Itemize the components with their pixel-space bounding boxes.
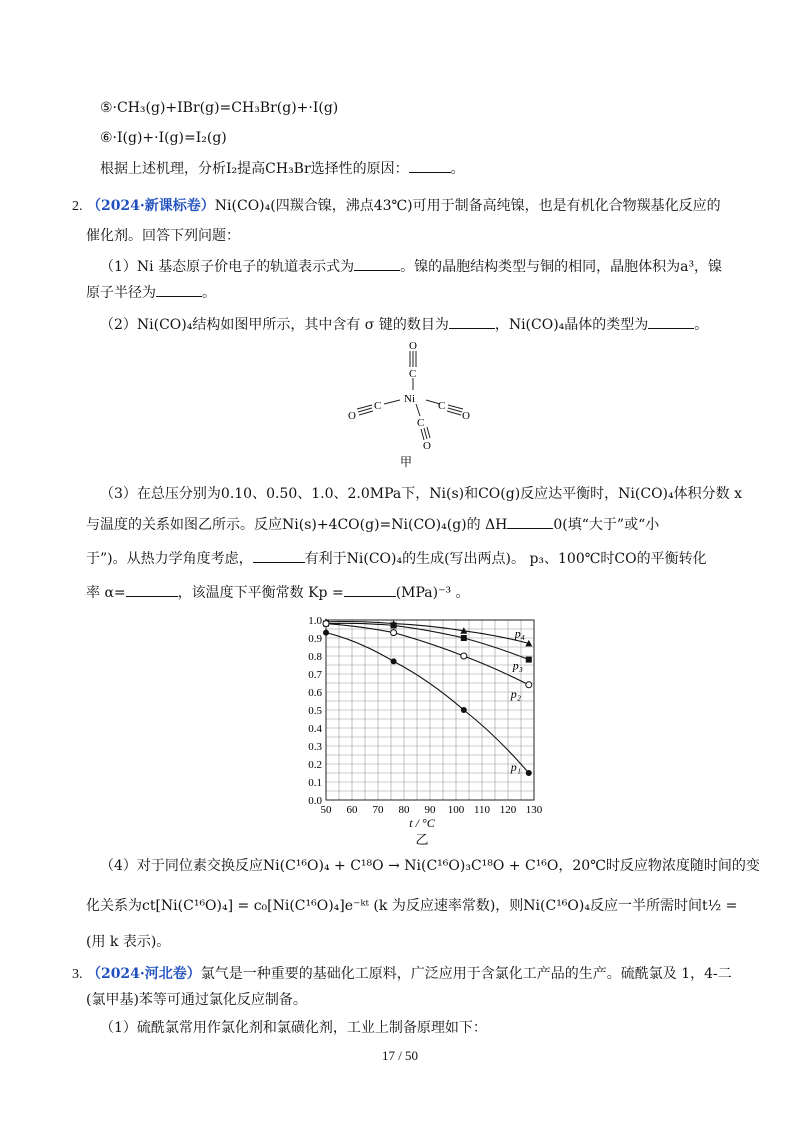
y-tick-label: 0.5 — [308, 705, 322, 717]
answer-blank[interactable] — [126, 582, 178, 597]
q2-part4-line3 — [86, 932, 170, 952]
point-p3 — [391, 622, 397, 628]
p3-text-d: 于”)。从热力学角度考虑， — [86, 551, 253, 567]
page-number: 17 / 50 — [381, 1048, 419, 1063]
source-tag: （2024·河北卷） — [86, 966, 201, 982]
x-tick-label: 120 — [499, 804, 517, 816]
point-p2 — [391, 630, 397, 636]
q2-intro-line2: 催化剂。回答下列问题： — [86, 228, 240, 244]
answer-blank[interactable] — [253, 548, 305, 563]
series-line-p4 — [326, 621, 529, 643]
q1-tail: 。 — [450, 161, 465, 177]
point-p2 — [526, 682, 532, 688]
x-tick-label: 60 — [346, 804, 358, 816]
q2-part3-line1: （3）在总压分别为0.10、0.50、1.0、2.0MPa下，Ni(s)和CO(g)反应达平衡时，Ni(CO)₄体积分数 x — [100, 486, 742, 502]
series-label-p2: p₂ — [510, 686, 521, 701]
atom-o-right: O — [462, 410, 470, 422]
q2-part4-line1: （4）对于同位素交换反应Ni(C¹⁶O)₄ + C¹⁸O → Ni(C¹⁶O)₃C¹⁸O + C¹⁶O，20℃时反应物浓度随时间的变 — [100, 858, 760, 874]
answer-blank[interactable] — [354, 256, 400, 271]
q3-intro-line2: (氯甲基)苯等可通过氯化反应制备。 — [86, 992, 307, 1008]
x-tick-label: 110 — [473, 804, 491, 816]
point-p1 — [323, 630, 329, 636]
y-tick-label: 0.2 — [308, 759, 322, 771]
answer-blank[interactable] — [344, 582, 396, 597]
chart-caption: 乙 — [415, 832, 429, 847]
answer-blank[interactable] — [449, 314, 495, 329]
q3-part1: （1）硫酰氯常用作氯化剂和氯磺化剂，工业上制备原理如下： — [100, 1020, 487, 1036]
p3-text-h: (MPa)⁻³ 。 — [395, 585, 470, 601]
p3-text-f: 率 α= — [86, 585, 126, 601]
y-tick-label: 0.9 — [308, 633, 322, 645]
y-tick-label: 0.4 — [308, 723, 322, 735]
point-p3 — [526, 657, 532, 663]
question-number: 3. — [72, 967, 83, 982]
p4-text-c: (用 k 表示)。 — [86, 934, 171, 950]
q2-part1-line2 — [86, 282, 216, 303]
series-line-p2 — [326, 624, 529, 685]
y-tick-label: 0.6 — [308, 687, 322, 699]
p2-text-c: 。 — [694, 317, 709, 333]
point-p1 — [461, 707, 467, 713]
atom-o-bottom: O — [423, 440, 431, 452]
x-tick-label: 80 — [398, 804, 410, 816]
x-tick-label: 70 — [372, 804, 384, 816]
q1-text: 根据上述机理，分析I₂提高CH₃Br选择性的原因： — [100, 161, 409, 177]
atom-c-bottom: C — [417, 417, 425, 429]
atom-ni: Ni — [404, 393, 415, 405]
y-tick-label: 0.3 — [308, 741, 322, 753]
point-p1 — [391, 658, 397, 664]
y-tick-label: 0.7 — [308, 669, 322, 681]
question-2-intro — [72, 196, 721, 217]
series-line-p1 — [326, 633, 529, 773]
y-tick-label: 1.0 — [308, 615, 322, 627]
x-axis-label: t / °C — [409, 816, 435, 830]
series-label-p4: p₄ — [514, 626, 525, 641]
p2-text-a: （2）Ni(CO)₄结构如图甲所示，其中含有 σ 键的数目为 — [100, 317, 449, 333]
point-p1 — [526, 770, 532, 776]
question-number: 2. — [72, 199, 83, 214]
atom-c-left: C — [374, 400, 382, 412]
p1-text-c: 原子半径为 — [86, 285, 156, 301]
q2-intro-text: Ni(CO)₄(四羰合镍，沸点43℃)可用于制备高纯镍，也是有机化合物羰基化反应的 — [214, 198, 721, 214]
source-tag: （2024·新课标卷） — [86, 198, 215, 214]
p1-text-d: 。 — [202, 285, 216, 301]
q3-intro-text: 氯气是一种重要的基础化工原料，广泛应用于含氯化工产品的生产。硫酰氯及 1，4-二 — [200, 966, 732, 982]
x-tick-label: 50 — [320, 804, 332, 816]
p1-text-b: 。镍的晶胞结构类型与铜的相同，晶胞体积为a³，镍 — [400, 259, 723, 275]
chart-equilibrium-fraction — [290, 610, 543, 847]
series-label-p3: p₃ — [512, 658, 523, 673]
x-tick-label: 90 — [424, 804, 436, 816]
point-p2 — [323, 621, 329, 627]
y-tick-label: 0.0 — [308, 795, 322, 807]
q2-part3-line3 — [86, 548, 707, 569]
answer-blank[interactable] — [156, 282, 202, 297]
point-p3 — [461, 635, 467, 641]
y-tick-label: 0.1 — [308, 777, 322, 789]
series-label-p1: p₁ — [510, 760, 521, 774]
atom-o-left: O — [348, 410, 356, 422]
answer-blank[interactable] — [507, 514, 553, 529]
q2-part3-line2 — [86, 514, 659, 535]
p3-text-g: ，该温度下平衡常数 Kp = — [177, 585, 344, 601]
p2-text-b: ，Ni(CO)₄晶体的类型为 — [494, 317, 649, 333]
figure-label-jia: 甲 — [400, 455, 413, 469]
equation-6: ⑥·I(g)+·I(g)=I₂(g) — [100, 130, 227, 146]
y-tick-label: 0.8 — [308, 651, 322, 663]
atom-c-right: C — [438, 400, 446, 412]
q2-part4-line2: 化关系为ct[Ni(C¹⁶O)₄] = c₀[Ni(C¹⁶O)₄]e⁻ᵏᵗ (k 为反应速率常数)，则Ni(C¹⁶O)₄反应一半所需时间t½ = — [86, 898, 738, 914]
answer-blank[interactable] — [648, 314, 694, 329]
point-p2 — [461, 653, 467, 659]
p3-text-e: 有利于Ni(CO)₄的生成(写出两点)。 p₃、100℃时CO的平衡转化 — [304, 551, 707, 567]
equation-5: ⑤·CH₃(g)+IBr(g)=CH₃Br(g)+·I(g) — [100, 100, 339, 116]
q2-part3-line4 — [86, 582, 470, 603]
atom-o-top: O — [409, 340, 417, 352]
x-tick-label: 100 — [447, 804, 465, 816]
question-1-ending — [100, 158, 465, 179]
nico4-structure-diagram — [340, 336, 470, 471]
p1-text-a: （1）Ni 基态原子价电子的轨道表示式为 — [100, 259, 355, 275]
q2-part2 — [100, 314, 708, 335]
atom-c-top: C — [409, 368, 417, 380]
answer-blank[interactable] — [409, 158, 451, 173]
p3-text-c: 0(填“大于”或“小 — [553, 517, 660, 533]
q2-part1 — [100, 256, 722, 277]
x-tick-label: 130 — [525, 804, 543, 816]
question-3-intro — [72, 964, 732, 985]
p3-text-b: 与温度的关系如图乙所示。反应Ni(s)+4CO(g)=Ni(CO)₄(g)的 ΔH — [86, 517, 508, 533]
